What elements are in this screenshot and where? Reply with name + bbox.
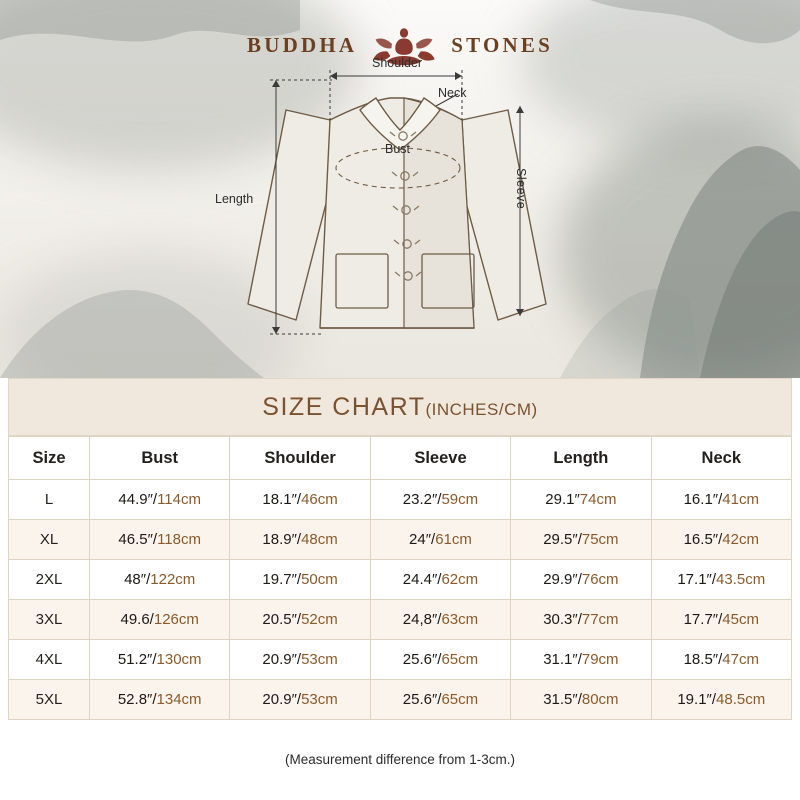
cell-size: 3XL [9, 600, 90, 640]
cell-bust: 49.6/126cm [90, 600, 230, 640]
garment-diagram [190, 58, 610, 358]
column-header-size: Size [9, 437, 90, 480]
cell-sleeve: 24.4″/62cm [370, 560, 510, 600]
cell-size: 4XL [9, 640, 90, 680]
table-row [9, 680, 792, 720]
label-shoulder: Shoulder [372, 56, 423, 70]
column-header-shoulder: Shoulder [230, 437, 370, 480]
measurement-note: (Measurement difference from 1-3cm.) [284, 752, 516, 767]
table-row [9, 480, 792, 520]
cell-size: L [9, 480, 90, 520]
size-chart-title-bar [8, 378, 792, 436]
cell-neck: 16.1″/41cm [651, 480, 791, 520]
cell-size: 5XL [9, 680, 90, 720]
cell-bust: 52.8″/134cm [90, 680, 230, 720]
cell-size: 2XL [9, 560, 90, 600]
size-chart-section [8, 378, 792, 720]
table-header-row [9, 437, 792, 480]
label-bust: Bust [385, 142, 411, 156]
size-chart-title [262, 393, 537, 422]
cell-sleeve: 24″/61cm [370, 520, 510, 560]
column-header-length: Length [511, 437, 651, 480]
cell-shoulder: 20.9″/53cm [230, 680, 370, 720]
cell-sleeve: 24,8″/63cm [370, 600, 510, 640]
cell-shoulder: 19.7″/50cm [230, 560, 370, 600]
column-header-bust: Bust [90, 437, 230, 480]
cell-bust: 48″/122cm [90, 560, 230, 600]
size-chart-title-main: SIZE CHART [262, 392, 426, 421]
cell-length: 31.5″/80cm [511, 680, 651, 720]
cell-neck: 17.1″/43.5cm [651, 560, 791, 600]
cell-neck: 17.7″/45cm [651, 600, 791, 640]
cell-shoulder: 18.9″/48cm [230, 520, 370, 560]
cell-length: 31.1″/79cm [511, 640, 651, 680]
cell-shoulder: 18.1″/46cm [230, 480, 370, 520]
table-row [9, 640, 792, 680]
cell-length: 30.3″/77cm [511, 600, 651, 640]
cell-sleeve: 25.6″/65cm [370, 680, 510, 720]
cell-shoulder: 20.5″/52cm [230, 600, 370, 640]
cell-length: 29.1″74cm [511, 480, 651, 520]
column-header-neck: Neck [651, 437, 791, 480]
brand-word-right: STONES [451, 32, 553, 57]
cell-sleeve: 25.6″/65cm [370, 640, 510, 680]
cell-bust: 44.9″/114cm [90, 480, 230, 520]
cell-neck: 19.1″/48.5cm [651, 680, 791, 720]
column-header-sleeve: Sleeve [370, 437, 510, 480]
cell-bust: 51.2″/130cm [90, 640, 230, 680]
cell-length: 29.5″/75cm [511, 520, 651, 560]
table-row [9, 560, 792, 600]
cell-neck: 16.5″/42cm [651, 520, 791, 560]
size-chart-table [8, 436, 792, 720]
label-sleeve: Sleeve [514, 168, 528, 210]
cell-bust: 46.5″/118cm [90, 520, 230, 560]
label-neck: Neck [438, 86, 467, 100]
cell-size: XL [9, 520, 90, 560]
cell-sleeve: 23.2″/59cm [370, 480, 510, 520]
brand-word-left: BUDDHA [247, 32, 358, 57]
cell-neck: 18.5″/47cm [651, 640, 791, 680]
size-chart-title-sub: (INCHES/CM) [425, 399, 538, 419]
table-row [9, 600, 792, 640]
cell-length: 29.9″/76cm [511, 560, 651, 600]
label-length: Length [215, 192, 254, 206]
cell-shoulder: 20.9″/53cm [230, 640, 370, 680]
table-row [9, 520, 792, 560]
hero-illustration [0, 0, 800, 378]
